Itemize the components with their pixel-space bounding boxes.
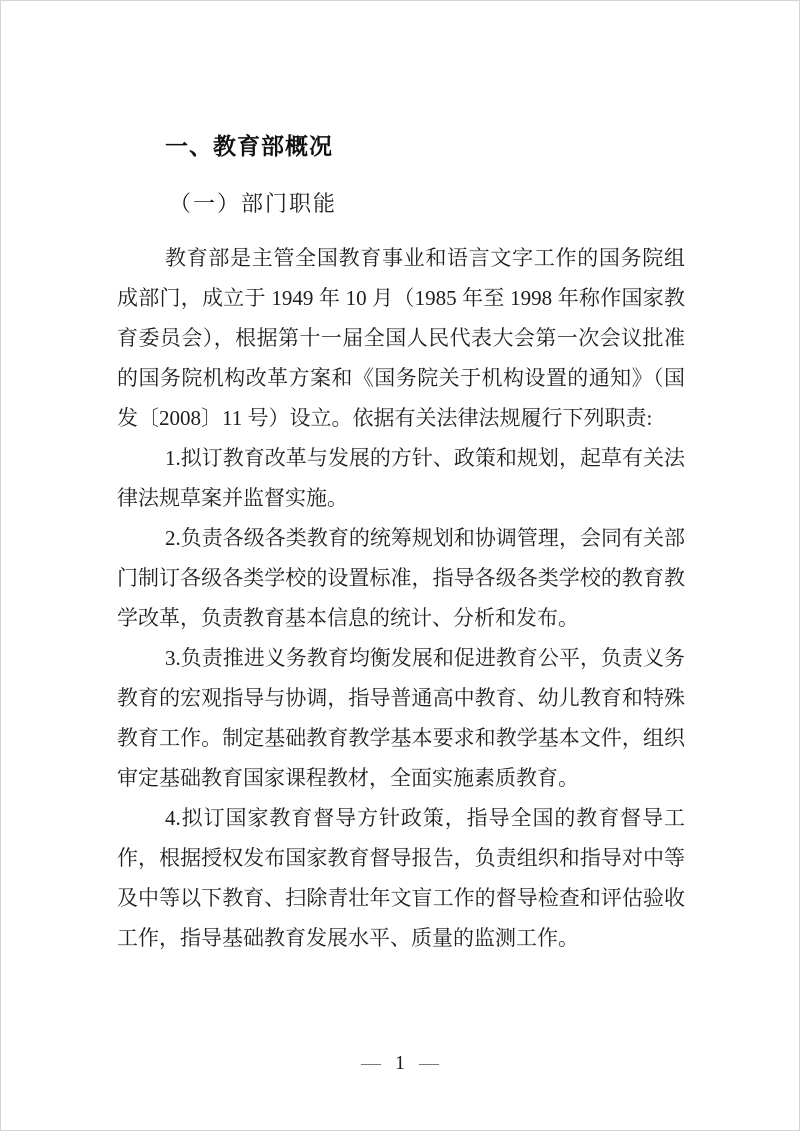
subsection-title: （一）部门职能 (169, 191, 338, 216)
paragraph-duty-4: 4.拟订国家教育督导方针政策，指导全国的教育督导工作，根据授权发布国家教育督导报告，负责组织和指导对中等及中等以下教育、扫除青壮年文盲工作的督导检查和评估验收工作，指导基础教育发展水平、质量的监测工作。 (117, 806, 685, 950)
page-number: 1 (395, 1052, 405, 1074)
page-footer (1, 1050, 799, 1076)
paragraph-duty-1: 1.拟订教育改革与发展的方针、政策和规划，起草有关法律法规草案并监督实施。 (117, 446, 685, 510)
footer-dash-right: — (419, 1052, 439, 1074)
document-body (117, 238, 685, 958)
paragraph-intro: 教育部是主管全国教育事业和语言文字工作的国务院组成部门，成立于 1949 年 10 月（1985 年至 1998 年称作国家教育委员会），根据第十一届全国人民代表大会第一次会议批准的国务院机构改革方案和《国务院关于机构设置的通知》（国发〔2008〕11 号）设立。依据有关法律法规履行下列职责: (117, 246, 685, 430)
paragraph-duty-3: 3.负责推进义务教育均衡发展和促进教育公平，负责义务教育的宏观指导与协调，指导普通高中教育、幼儿教育和特殊教育工作。制定基础教育教学基本要求和教学基本文件，组织审定基础教育国家课程教材，全面实施素质教育。 (117, 646, 685, 790)
footer-dash-left: — (361, 1052, 381, 1074)
paragraph-duty-2: 2.负责各级各类教育的统筹规划和协调管理，会同有关部门制订各级各类学校的设置标准，指导各级各类学校的教育教学改革，负责教育基本信息的统计、分析和发布。 (117, 526, 685, 630)
section-title: 一、教育部概况 (165, 133, 333, 159)
